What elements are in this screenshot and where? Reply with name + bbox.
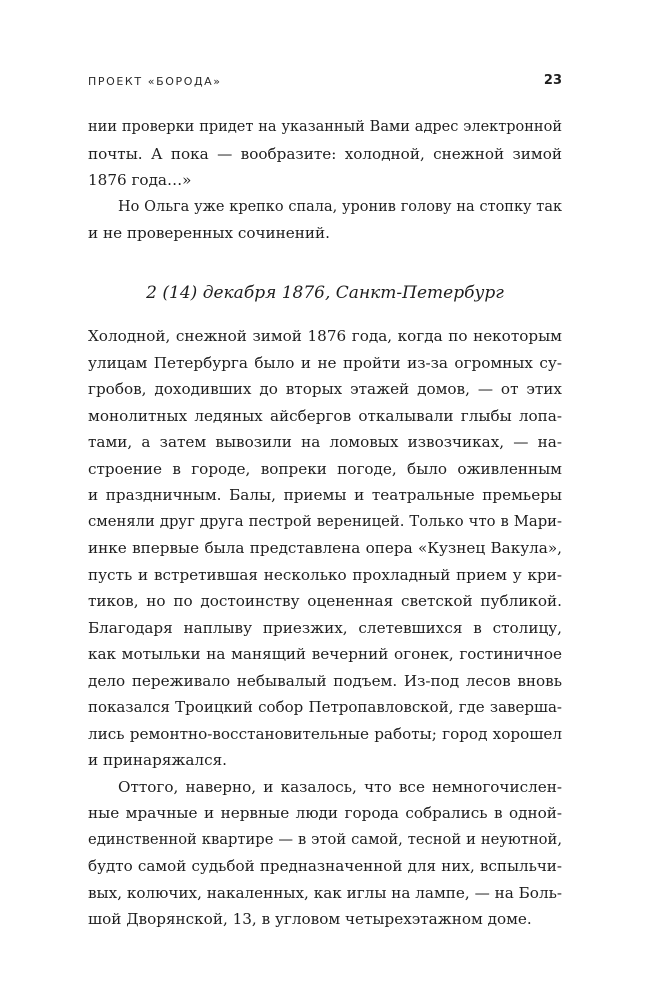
text-line: будто самой судьбой предназначенной для них, вспыльчи- (88, 857, 562, 875)
text-line: Но Ольга уже крепко спала, уронив голову на стопку так (118, 198, 562, 215)
text-line: ные мрачные и нервные люди города собрались в одной- (88, 804, 562, 822)
text-line: показался Троицкий собор Петропавловской, где заверша- (88, 698, 562, 716)
text-line: сменяли друг друга пестрой вереницей. Только что в Мари- (88, 512, 562, 530)
text-line: Благодаря наплыву приезжих, слетевшихся в столицу, (88, 618, 562, 637)
text-line: тами, а затем вывозили на ломовых извозчиках, — на- (88, 433, 562, 451)
text-line: и праздничным. Балы, приемы и театральные премьеры (88, 486, 562, 504)
text-line: лись ремонтно-восстановительные работы; город хорошел (88, 724, 562, 743)
text-line: и принаряжался. (88, 751, 227, 769)
text-line: единственной квартире — в этой самой, тесной и неуютной, (88, 830, 562, 848)
text-line: дело переживало небывалый подъем. Из-под лесов вновь (88, 671, 562, 690)
text-line: шой Дворянской, 13, в угловом четырехэтажном доме. (88, 910, 532, 928)
text-line: Холодной, снежной зимой 1876 года, когда по некоторым (88, 327, 562, 345)
text-line: и не проверенных сочинений. (88, 224, 330, 242)
text-line: вых, колючих, накаленных, как иглы на лампе, — на Боль- (88, 883, 562, 902)
text-line: 1876 года…» (88, 171, 192, 189)
text-line: пусть и встретившая несколько прохладный прием у кри- (88, 565, 562, 584)
text-line: монолитных ледяных айсбергов откалывали глыбы лопа- (88, 406, 562, 425)
text-line: гробов, доходивших до вторых этажей домов, — от этих (88, 380, 562, 398)
continued-paragraphs (88, 114, 562, 247)
running-header (88, 75, 562, 93)
text-line: улицам Петербурга было и не пройти из-за огромных су- (88, 353, 562, 372)
section-body (88, 323, 562, 933)
text-line: тиков, но по достоинству оцененная светской публикой. (88, 592, 562, 610)
text-line: строение в городе, вопреки погоде, было оживленным (88, 459, 562, 478)
text-line: как мотыльки на манящий вечерний огонек, гостиничное (88, 645, 562, 663)
text-line: инке впервые была представлена опера «Кузнец Вакула», (88, 539, 562, 557)
page-number: 23 (543, 73, 562, 88)
running-title: ПРОЕКТ «БОРОДА» (88, 75, 222, 88)
text-line: почты. А пока — вообразите: холодной, снежной зимой (88, 144, 562, 163)
text-line: Оттого, наверно, и казалось, что все немногочислен- (118, 777, 562, 796)
section-heading: 2 (14) декабря 1876, Санкт-Петербург (146, 283, 504, 303)
text-line: нии проверки придет на указанный Вами адрес электронной (88, 119, 562, 135)
